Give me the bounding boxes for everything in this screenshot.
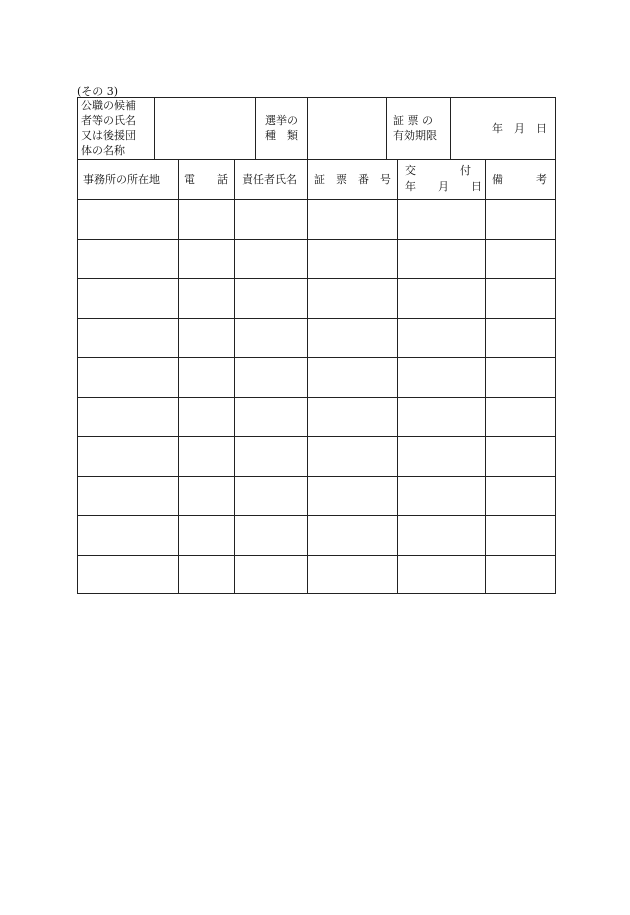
top-divider-3: [307, 97, 308, 159]
top-divider-5: [450, 97, 451, 159]
validity-line-1: 証 票 の: [393, 114, 433, 127]
form-caption: (その 3): [77, 85, 119, 98]
table-row-divider: [77, 436, 556, 437]
name-label-line-2: 者等の氏名: [81, 114, 136, 127]
col-divider-3: [307, 159, 308, 594]
top-divider-1: [154, 97, 155, 159]
name-label-line-3: 又は後援団: [81, 129, 136, 142]
election-type-line-2: 種 類: [265, 129, 298, 142]
election-type-line-1: 選挙の: [265, 114, 298, 127]
table-row-divider: [77, 318, 556, 319]
col-phone: 電 話: [184, 173, 228, 186]
table-row-divider: [77, 515, 556, 516]
table-row-divider: [77, 397, 556, 398]
col-divider-1: [178, 159, 179, 594]
validity-line-2: 有効期限: [393, 129, 437, 142]
table-row-divider: [77, 278, 556, 279]
col-divider-2: [234, 159, 235, 594]
col-issue-top: 交 付: [405, 164, 471, 177]
table-row-divider: [77, 555, 556, 556]
name-label-line-4: 体の名称: [81, 144, 125, 157]
col-responsible-name: 責任者氏名: [242, 173, 297, 186]
col-divider-5: [485, 159, 486, 594]
top-divider-2: [255, 97, 256, 159]
top-divider-4: [386, 97, 387, 159]
table-row-divider: [77, 239, 556, 240]
col-certificate-number: 証 票 番 号: [314, 173, 391, 186]
col-office-address: 事務所の所在地: [83, 173, 160, 186]
col-remarks: 備 考: [492, 173, 547, 186]
name-label-line-1: 公職の候補: [81, 99, 136, 112]
col-divider-4: [397, 159, 398, 594]
col-issue-bottom: 年 月 日: [405, 180, 482, 193]
table-row-divider: [77, 476, 556, 477]
validity-date-label: 年 月 日: [492, 122, 547, 135]
table-row-divider: [77, 357, 556, 358]
